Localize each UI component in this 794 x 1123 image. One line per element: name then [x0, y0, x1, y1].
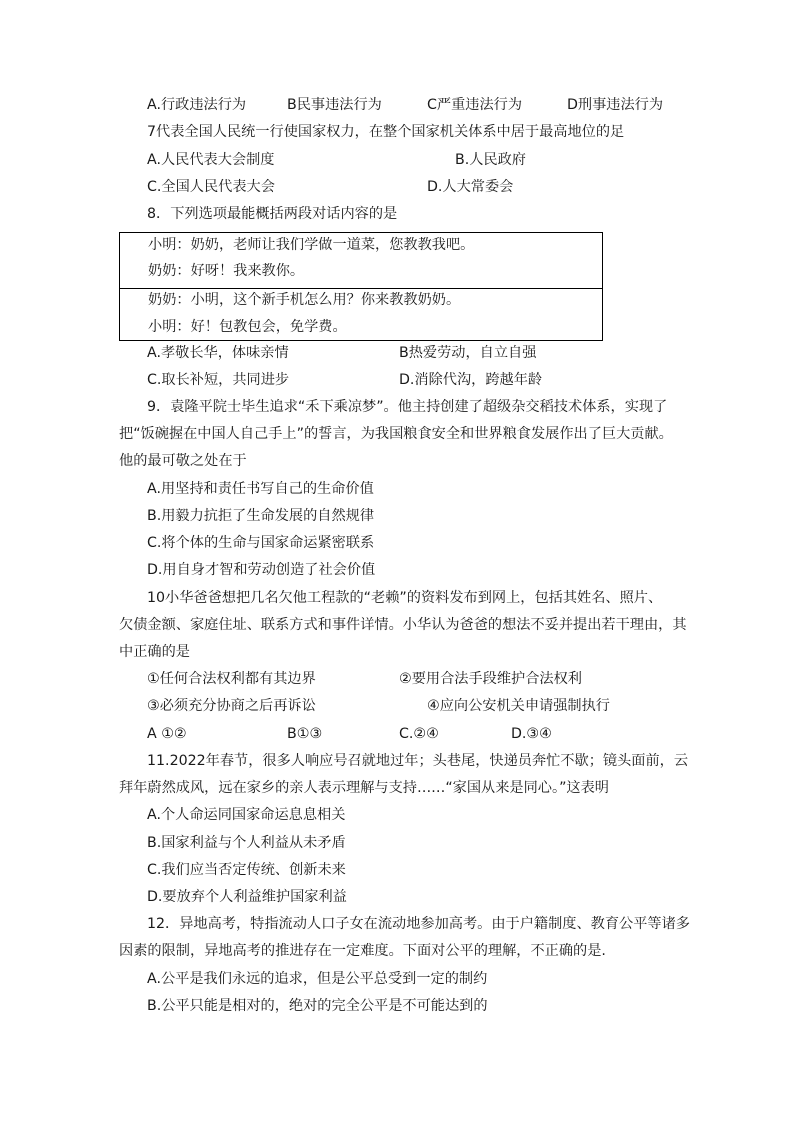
q8-option-d: D.消除代沟，跨越年龄: [399, 372, 543, 388]
q9-option-b: B.用毅力抗拒了生命发展的自然规律: [147, 508, 375, 524]
q12-option-a: A.公平是我们永远的追求，但是公平总受到一定的制约: [147, 971, 488, 987]
q10-stem-line: 中正确的是: [119, 644, 190, 660]
q10-statement: ②要用合法手段维护合法权利: [399, 671, 582, 687]
q8-stem: 8．下列选项最能概括两段对话内容的是: [147, 206, 398, 222]
q6-option-c: C严重违法行为: [427, 97, 523, 113]
dialog-line: 小明：好！包教包会，免学费。: [148, 319, 347, 335]
q10-statement: ③必须充分协商之后再诉讼: [147, 698, 316, 714]
q11-option-d: D.要放弃个人利益维护国家利益: [147, 889, 347, 905]
q11-option-b: B.国家利益与个人利益从未矛盾: [147, 835, 346, 851]
q7-option-a: A.人民代表大会制度: [147, 152, 275, 168]
q10-option-c: C.②④: [399, 726, 439, 742]
q8-dialog-box: [119, 232, 603, 341]
q7-stem: 7代表全国人民统一行使国家权力，在整个国家机关体系中居于最高地位的足: [147, 124, 625, 140]
q12-stem-line: 因素的限制，异地高考的推进存在一定难度。下面对公平的理解，不正确的是.: [119, 943, 606, 959]
q10-option-b: B①③: [287, 726, 323, 742]
q9-option-c: C.将个体的生命与国家命运紧密联系: [147, 535, 375, 551]
q6-option-d: D刑事违法行为: [567, 97, 664, 113]
q11-option-c: C.我们应当否定传统、创新未来: [147, 862, 346, 878]
q8-option-b: B热爱劳动，自立自强: [399, 345, 537, 361]
q9-option-a: A.用坚持和责任书写自己的生命价值: [147, 481, 374, 497]
q9-stem-line: 他的最可敬之处在于: [119, 453, 247, 469]
dialog-line: 小明：奶奶，老师让我们学做一道菜，您教教我吧。: [148, 237, 475, 253]
q7-option-d: D.人大常委会: [427, 179, 514, 195]
q6-option-b: B民事违法行为: [287, 97, 382, 113]
q8-option-a: A.孝敬长华，体味亲情: [147, 345, 289, 361]
q9-option-d: D.用自身才智和劳动创造了社会价值: [147, 562, 376, 578]
q12-stem-line: 12．异地高考，特指流动人口子女在流动地参加高考。由于户籍制度、教育公平等诸多: [147, 916, 690, 932]
q10-option-a: A ①②: [147, 726, 187, 742]
q11-stem-line: 拜年蔚然成风，远在家乡的亲人表示理解与支持……“家国从来是同心。”这表明: [119, 780, 609, 796]
q10-statement: ④应向公安机关申请强制执行: [427, 698, 610, 714]
q8-option-c: C.取长补短，共同进步: [147, 372, 290, 388]
dialog-line: 奶奶：好呀！我来教你。: [148, 263, 305, 279]
q9-stem-line: 把“饭碗握在中国人自己手上”的誓言，为我国粮食安全和世界粮食发展作出了巨大贡献。: [119, 426, 673, 442]
q10-option-d: D.③④: [511, 726, 552, 742]
dialog-line: 奶奶：小明，这个新手机怎么用？你来教教奶奶。: [148, 292, 461, 308]
q11-option-a: A.个人命运同国家命运息息相关: [147, 807, 346, 823]
q6-option-a: A.行政违法行为: [147, 97, 247, 113]
q7-option-b: B.人民政府: [455, 152, 526, 168]
q10-statement: ①任何合法权利都有其边界: [147, 671, 316, 687]
q12-option-b: B.公平只能是相对的，绝对的完全公平是不可能达到的: [147, 998, 488, 1014]
q10-stem-line: 欠债金额、家庭住址、联系方式和事件详情。小华认为爸爸的想法不妥并提出若干理由，其: [119, 617, 687, 633]
q11-stem-line: 11.2022年春节，很多人响应号召就地过年；头巷尾，快递员奔忙不歇；镜头面前，云: [147, 753, 689, 769]
dialog-divider: [120, 288, 602, 289]
q7-option-c: C.全国人民代表大会: [147, 179, 275, 195]
q10-stem-line: 10小华爸爸想把几名欠他工程款的“老赖”的资料发布到网上，包括其姓名、照片、: [147, 590, 663, 606]
q9-stem-line: 9．袁隆平院士毕生追求“禾下乘凉梦”。他主持创建了超级杂交稻技术体系，实现了: [147, 399, 668, 415]
